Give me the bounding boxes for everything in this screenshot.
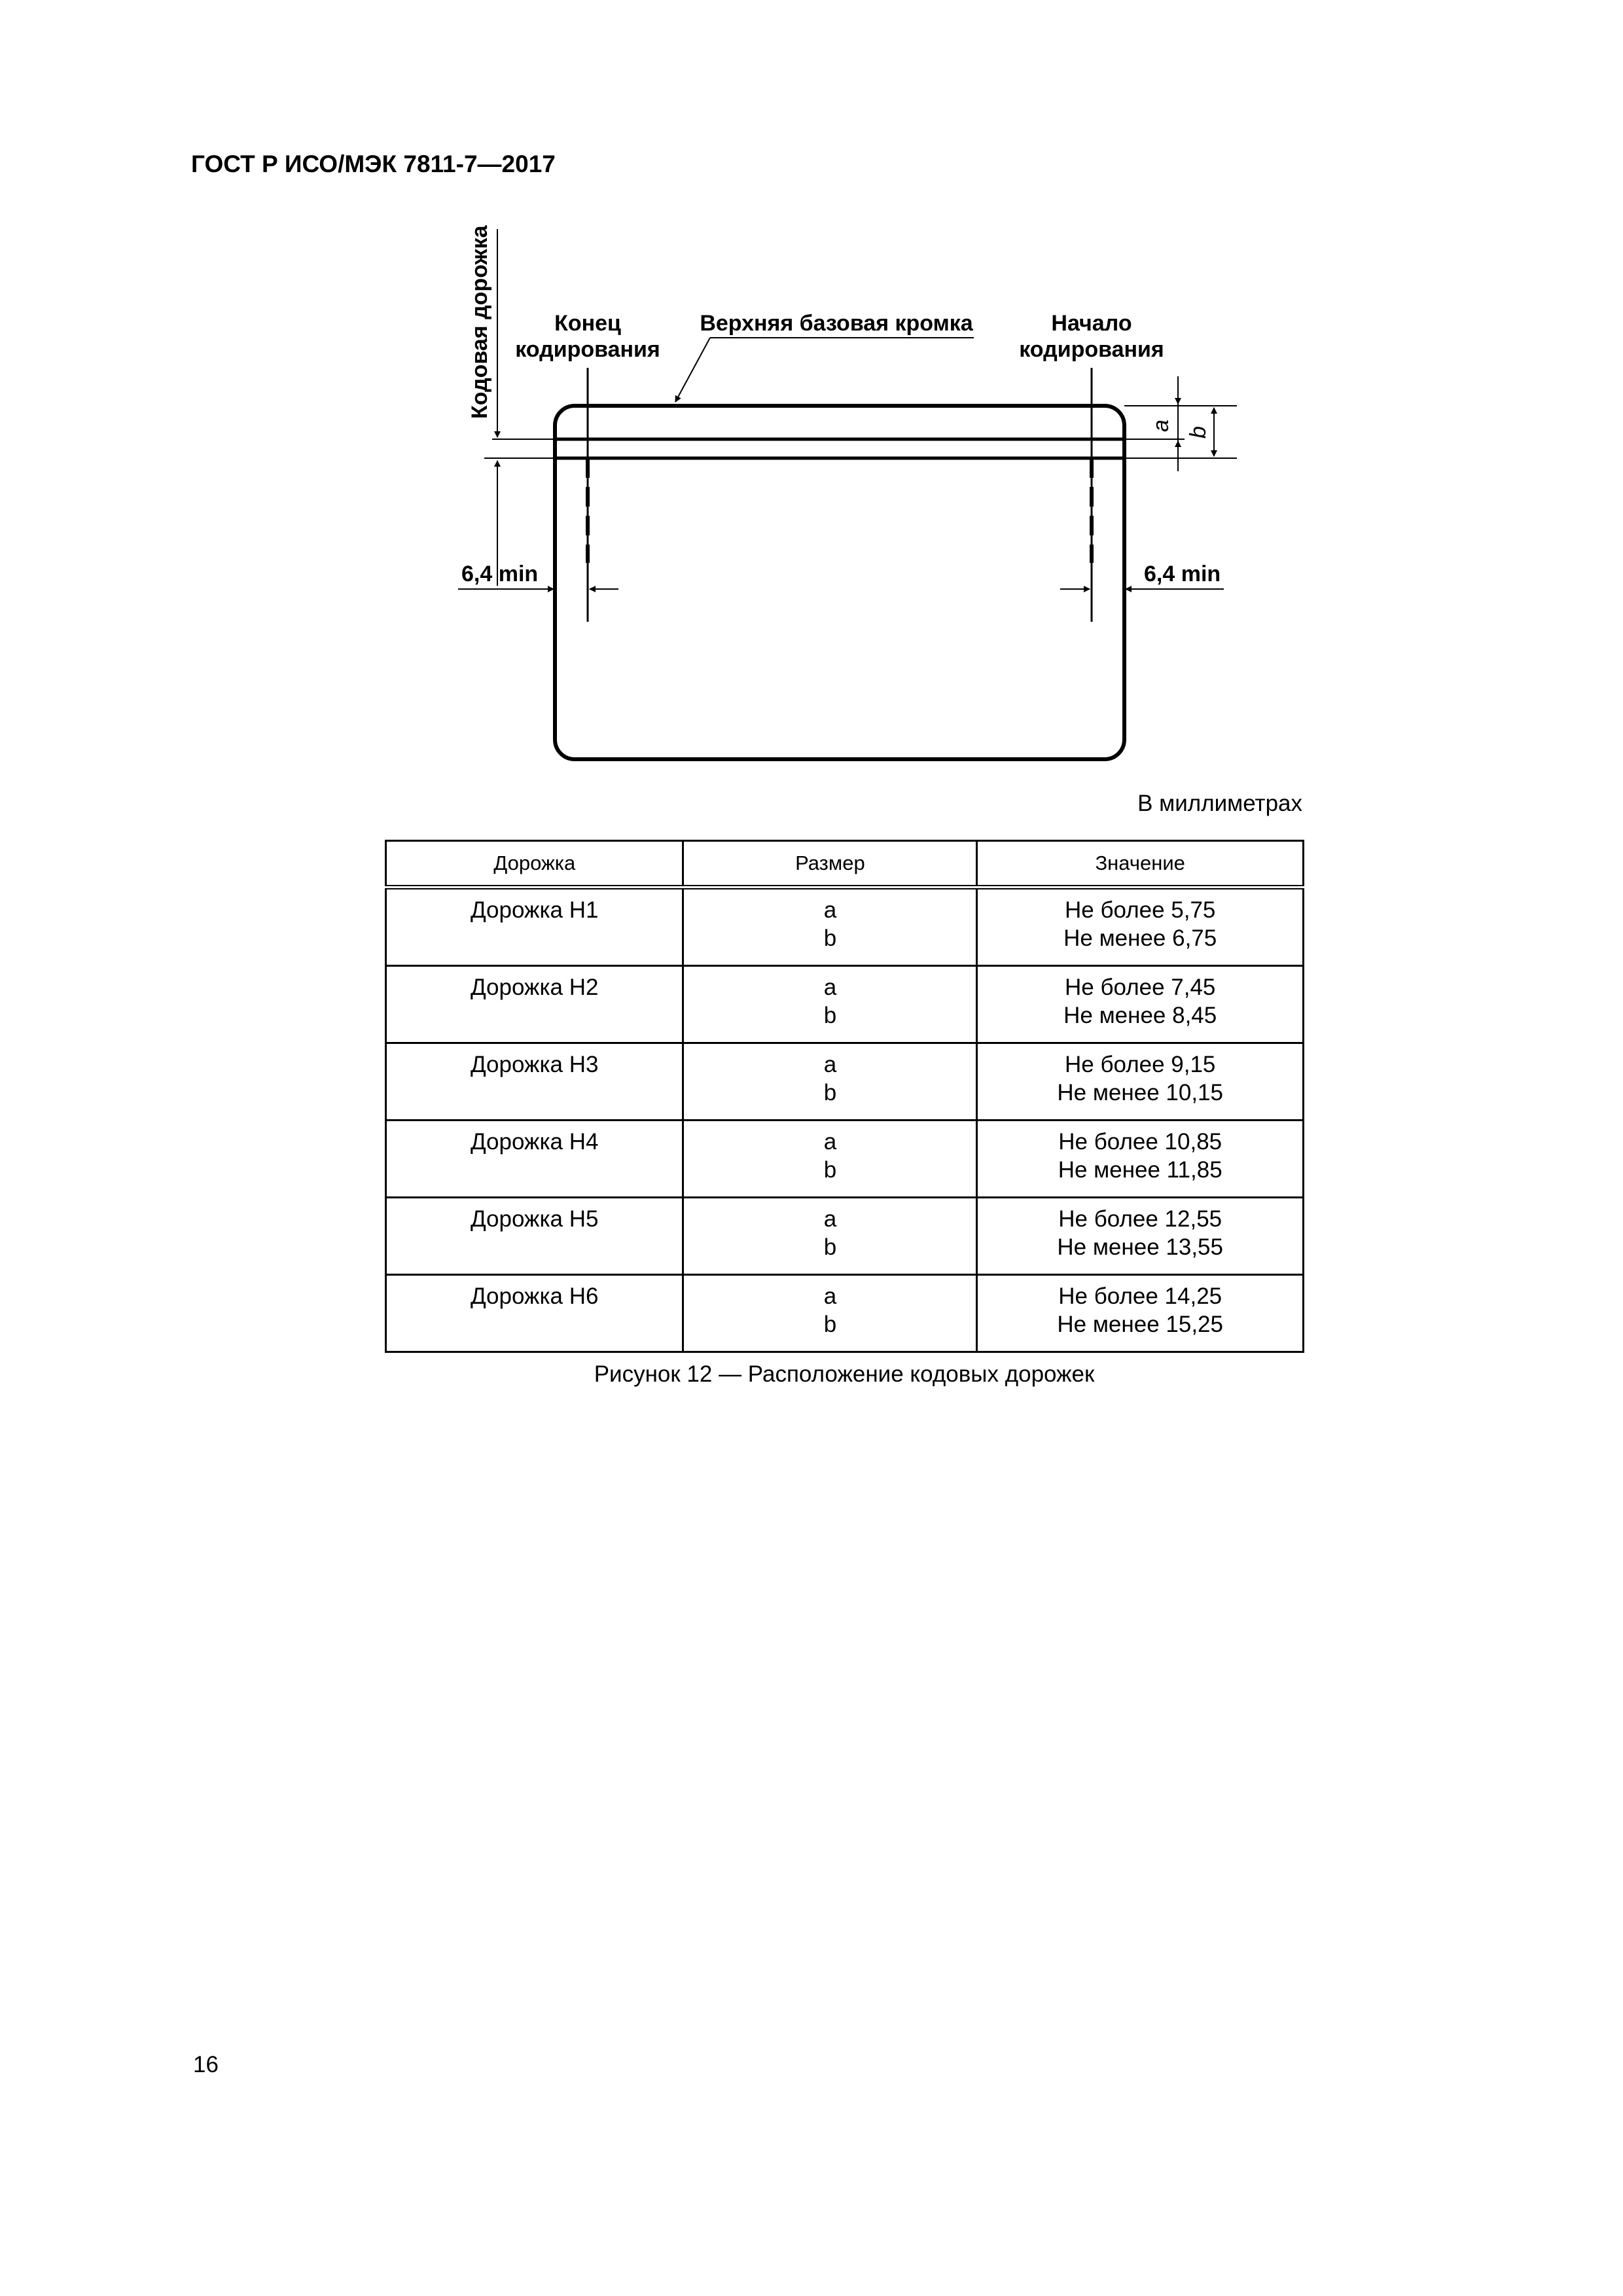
table-row	[386, 1275, 1304, 1352]
header-track: Дорожка	[386, 841, 683, 888]
value-b: Не менее 8,45	[1063, 1003, 1217, 1028]
size-a: a	[823, 1052, 837, 1077]
size-a: a	[823, 897, 837, 923]
size-a: a	[823, 1283, 837, 1309]
size-a: a	[823, 975, 837, 1000]
track-cell: Дорожка Н4	[386, 1121, 683, 1198]
code-track-label: Кодовая дорожка	[467, 225, 492, 419]
start-coding-label-line2: кодирования	[1019, 337, 1164, 362]
value-cell	[977, 1198, 1304, 1275]
table-row	[386, 1121, 1304, 1198]
figure-caption: Рисунок 12 — Расположение кодовых дорожек	[594, 1361, 1095, 1387]
track-cell: Дорожка Н6	[386, 1275, 683, 1352]
size-b: b	[823, 1312, 837, 1337]
value-a: Не более 14,25	[1058, 1283, 1222, 1309]
value-b: Не менее 6,75	[1063, 925, 1217, 951]
value-cell	[977, 888, 1304, 966]
value-cell	[977, 1275, 1304, 1352]
table-row	[386, 888, 1304, 966]
value-cell	[977, 1121, 1304, 1198]
size-b: b	[823, 1080, 837, 1105]
size-cell	[683, 1121, 977, 1198]
dim-a-label: a	[1149, 420, 1173, 432]
size-b: b	[823, 1157, 837, 1183]
value-b: Не менее 15,25	[1057, 1312, 1223, 1337]
dim-left-label: 6,4 min	[461, 562, 539, 586]
header-size: Размер	[683, 841, 977, 888]
page-number: 16	[193, 2052, 219, 2077]
document-code-header: ГОСТ Р ИСО/МЭК 7811-7—2017	[191, 151, 556, 177]
units-note: В миллиметрах	[1137, 791, 1302, 816]
track-cell: Дорожка Н1	[386, 888, 683, 966]
value-b: Не менее 10,15	[1057, 1080, 1223, 1105]
top-edge-label: Верхняя базовая кромка	[700, 311, 973, 336]
size-cell	[683, 888, 977, 966]
end-coding-label-line2: кодирования	[515, 337, 660, 362]
value-a: Не более 12,55	[1058, 1206, 1222, 1232]
end-coding-label-line1: Конец	[554, 311, 621, 336]
size-b: b	[823, 925, 837, 951]
card-track-diagram-svg	[0, 0, 1623, 785]
dim-right-label: 6,4 min	[1144, 562, 1221, 586]
value-a: Не более 5,75	[1064, 897, 1216, 923]
size-b: b	[823, 1003, 837, 1028]
start-coding-label-line1: Начало	[1051, 311, 1132, 336]
table-row	[386, 966, 1304, 1043]
size-cell	[683, 1198, 977, 1275]
size-b: b	[823, 1234, 837, 1260]
value-b: Не менее 13,55	[1057, 1234, 1223, 1260]
track-cell: Дорожка Н3	[386, 1043, 683, 1121]
table-row	[386, 1198, 1304, 1275]
size-a: a	[823, 1206, 837, 1232]
value-a: Не более 7,45	[1064, 975, 1216, 1000]
value-a: Не более 9,15	[1064, 1052, 1216, 1077]
size-a: a	[823, 1129, 837, 1155]
card-track-diagram	[0, 0, 1623, 785]
track-dimensions-table	[385, 840, 1304, 1353]
size-cell	[683, 1043, 977, 1121]
value-b: Не менее 11,85	[1058, 1157, 1222, 1183]
size-cell	[683, 1275, 977, 1352]
value-a: Не более 10,85	[1058, 1129, 1222, 1155]
table-header-row	[386, 841, 1304, 888]
top-edge-leader	[675, 338, 710, 402]
track-cell: Дорожка Н2	[386, 966, 683, 1043]
track-cell: Дорожка Н5	[386, 1198, 683, 1275]
table-row	[386, 1043, 1304, 1121]
header-value: Значение	[977, 841, 1304, 888]
dim-b-label: b	[1186, 426, 1211, 439]
value-cell	[977, 966, 1304, 1043]
value-cell	[977, 1043, 1304, 1121]
size-cell	[683, 966, 977, 1043]
